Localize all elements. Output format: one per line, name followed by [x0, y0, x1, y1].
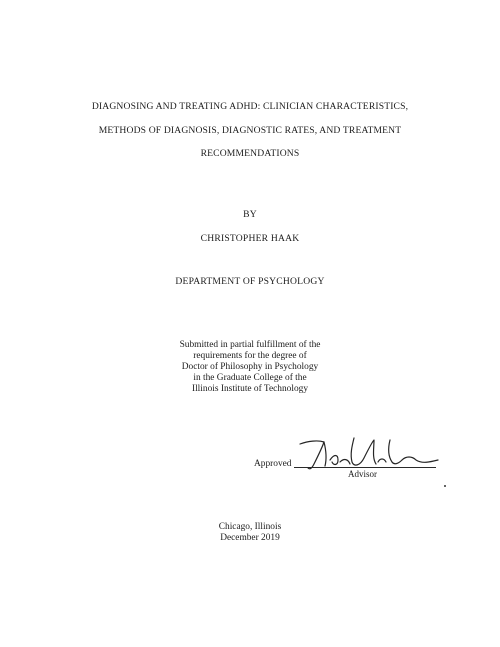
scan-speck	[444, 485, 446, 487]
title-line-1: DIAGNOSING AND TREATING ADHD: CLINICIAN CHARACTERISTICS,	[91, 101, 409, 112]
signature-line	[294, 467, 436, 468]
title-line-3: RECOMMENDATIONS	[200, 148, 300, 159]
department-name: DEPARTMENT OF PSYCHOLOGY	[175, 276, 325, 287]
author-name: CHRISTOPHER HAAK	[200, 233, 300, 244]
place-text: Chicago, Illinois	[218, 522, 282, 532]
submission-line-5: Illinois Institute of Technology	[191, 384, 309, 394]
by-label: BY	[243, 209, 257, 220]
submission-line-1: Submitted in partial fulfillment of the	[179, 340, 321, 350]
advisor-label: Advisor	[348, 469, 377, 479]
submission-line-4: in the Graduate College of the	[193, 373, 307, 383]
approved-label: Approved	[254, 459, 292, 469]
date-text: December 2019	[220, 533, 280, 543]
title-line-2: METHODS OF DIAGNOSIS, DIAGNOSTIC RATES, AND TREATMENT	[98, 125, 402, 136]
submission-line-2: requirements for the degree of	[193, 351, 307, 361]
approval-block	[254, 432, 440, 482]
submission-line-3: Doctor of Philosophy in Psychology	[181, 362, 319, 372]
